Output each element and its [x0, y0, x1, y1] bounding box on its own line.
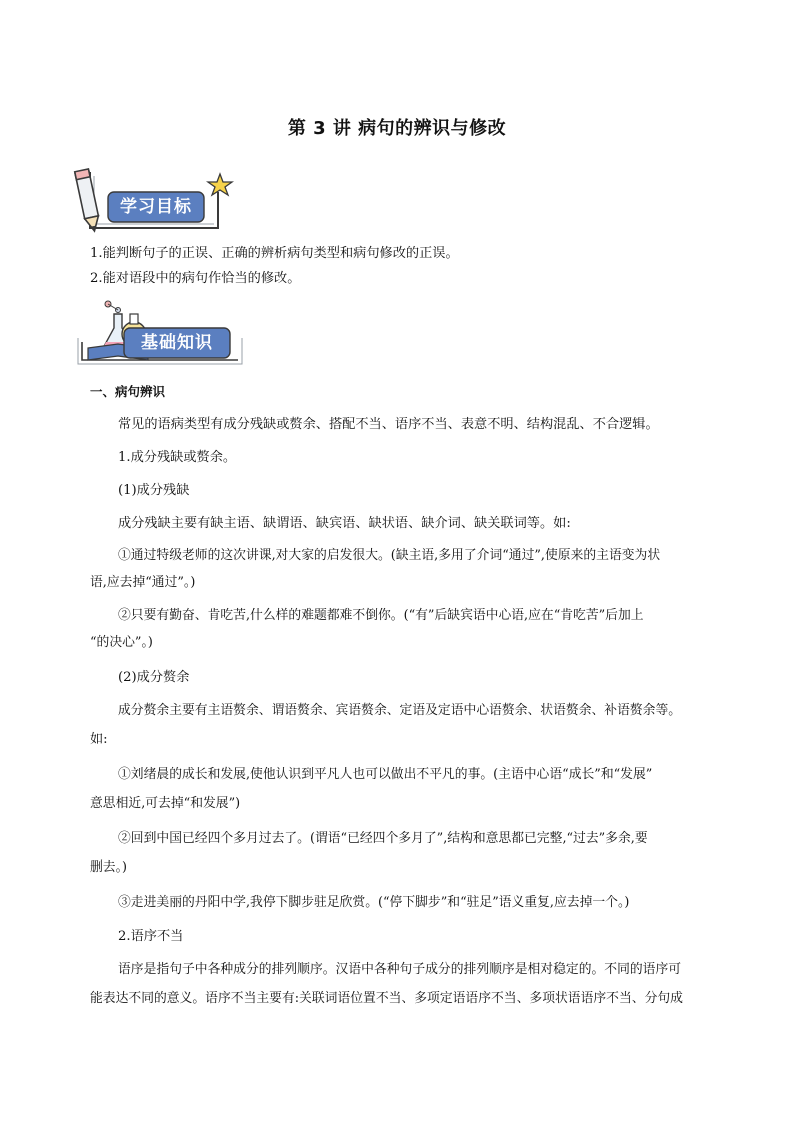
example-1-line-2: 语,应去掉“通过”。) — [90, 575, 196, 590]
paragraph-1b-line-1: 成分赘余主要有主语赘余、谓语赘余、宾语赘余、定语及定语中心语赘余、状语赘余、补语赘余等。 — [118, 703, 682, 718]
subheading-1: 1.成分残缺或赘余。 — [118, 450, 237, 465]
learning-goals-label: 学习目标 — [120, 197, 192, 217]
example-4-line-1: ②回到中国已经四个多月过去了。(谓语“已经四个多月了”,结构和意思都已完整,“过去”多余,要 — [118, 831, 648, 846]
goal-item-2: 2.能对语段中的病句作恰当的修改。 — [90, 271, 301, 286]
example-5-line-1: ③走进美丽的丹阳中学,我停下脚步驻足欣赏。(“停下脚步”和“驻足”语义重复,应去掉一个。) — [118, 895, 630, 910]
paragraph-1b-line-2: 如: — [90, 732, 108, 747]
paragraph-1a: 成分残缺主要有缺主语、缺谓语、缺宾语、缺状语、缺介词、缺关联词等。如: — [118, 516, 571, 531]
subheading-1a: (1)成分残缺 — [118, 483, 190, 498]
goal-item-1: 1.能判断句子的正误、正确的辨析病句类型和病句修改的正误。 — [90, 246, 459, 261]
example-4-line-2: 删去。) — [90, 860, 127, 875]
example-2-line-1: ②只要有勤奋、肯吃苦,什么样的难题都难不倒你。(“有”后缺宾语中心语,应在“肯吃苦”后加上 — [118, 608, 644, 623]
example-2-line-2: “的决心”。) — [90, 635, 153, 650]
subheading-2: 2.语序不当 — [118, 929, 184, 944]
example-3-line-1: ①刘绪晨的成长和发展,使他认识到平凡人也可以做出不平凡的事。(主语中心语“成长”和“发展” — [118, 767, 653, 782]
subheading-1b: (2)成分赘余 — [118, 670, 190, 685]
basic-knowledge-label: 基础知识 — [141, 333, 213, 353]
section-heading: 一、病句辨识 — [90, 384, 166, 399]
page-title: 第 3 讲 病句的辨识与修改 — [287, 118, 507, 139]
paragraph-2-line-2: 能表达不同的意义。语序不当主要有:关联词语位置不当、多项定语语序不当、多项状语语序不当、分句成 — [90, 991, 683, 1006]
example-1-line-1: ①通过特级老师的这次讲课,对大家的启发很大。(缺主语,多用了介词“通过”,使原来的主语变为状 — [118, 548, 661, 563]
example-3-line-2: 意思相近,可去掉“和发展”) — [90, 796, 241, 811]
intro-paragraph: 常见的语病类型有成分残缺或赘余、搭配不当、语序不当、表意不明、结构混乱、不合逻辑。 — [118, 417, 659, 432]
basic-knowledge-banner — [74, 298, 252, 370]
paragraph-2-line-1: 语序是指句子中各种成分的排列顺序。汉语中各种句子成分的排列顺序是相对稳定的。不同的语序可 — [118, 962, 682, 977]
learning-goals-banner — [68, 162, 238, 240]
